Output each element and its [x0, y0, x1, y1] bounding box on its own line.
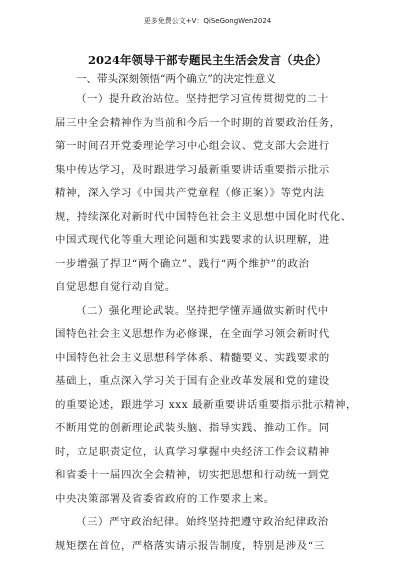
paragraph-line: 国特色社会主义思想作为必修课，在全面学习领会新时代 [55, 328, 330, 340]
paragraph-line: 和省委十一届四次全会精神，切实把思想和行动统一到党 [55, 469, 330, 481]
paragraph-line: 第一时间召开党委理论学习中心组会议、党支部大会进行 [55, 140, 330, 152]
paragraph [55, 511, 360, 558]
section-heading: 一、带头深刻领悟“两个确立”的决定性意义 [76, 73, 276, 85]
paragraph-line: 精神，深入学习《中国共产党章程（修正案）》等党内法 [55, 187, 325, 199]
paragraph-line: 自觉思想自觉行动自觉。 [55, 281, 176, 293]
paragraph-line: 中央决策部署及省委省政府的工作要求上来。 [55, 492, 275, 505]
paragraph-line: （二）强化理论武装。坚持把学懂弄通做实新时代中 [76, 304, 329, 317]
paragraph-line: 不断用党的创新理论武装头脑、指导实践、推动工作。同 [55, 422, 330, 434]
paragraph-line: 规，持续深化对新时代中国特色社会主义思想中国化时代化、 [55, 210, 352, 223]
paragraph [55, 300, 360, 512]
paragraph-line: （三）严守政治纪律。始终坚持把遵守政治纪律政治 [76, 516, 329, 528]
paragraph-line: 基础上，重点深入学习关于国有企业改革发展和党的建设 [55, 375, 330, 387]
paragraph [55, 88, 360, 300]
paragraph-line: 集中传达学习，及时跟进学习最新重要讲话重要指示批示 [55, 163, 330, 176]
paragraph-line: 一步增强了捍卫“两个确立”、践行“两个维护”的政治 [55, 257, 310, 270]
document-title: 2024年领导干部专题民主生活会发言（央企） [87, 53, 327, 67]
paragraph-line: 规矩摆在首位，严格落实请示报告制度，特别是涉及“三 [55, 539, 325, 552]
header-watermark: 更多免费公文+V：QiSeGongWen2024 [143, 17, 272, 25]
paragraph-line: 时，立足职责定位，认真学习掌握中央经济工作会议精神 [55, 445, 330, 458]
paragraph-line: 中国式现代化等重大理论问题和实践要求的认识理解，进 [55, 234, 330, 246]
paragraph-line: （一）提升政治站位。坚持把学习宣传贯彻党的二十 [76, 93, 329, 105]
paragraph-line: 中国特色社会主义思想科学体系、精髓要义、实践要求的 [55, 351, 330, 364]
paragraph-line: 的重要论述，跟进学习 xxx 最新重要讲话重要指示批示精神， [55, 398, 357, 411]
paragraph-line: 届三中全会精神作为当前和今后一个时期的首要政治任务， [55, 116, 341, 129]
